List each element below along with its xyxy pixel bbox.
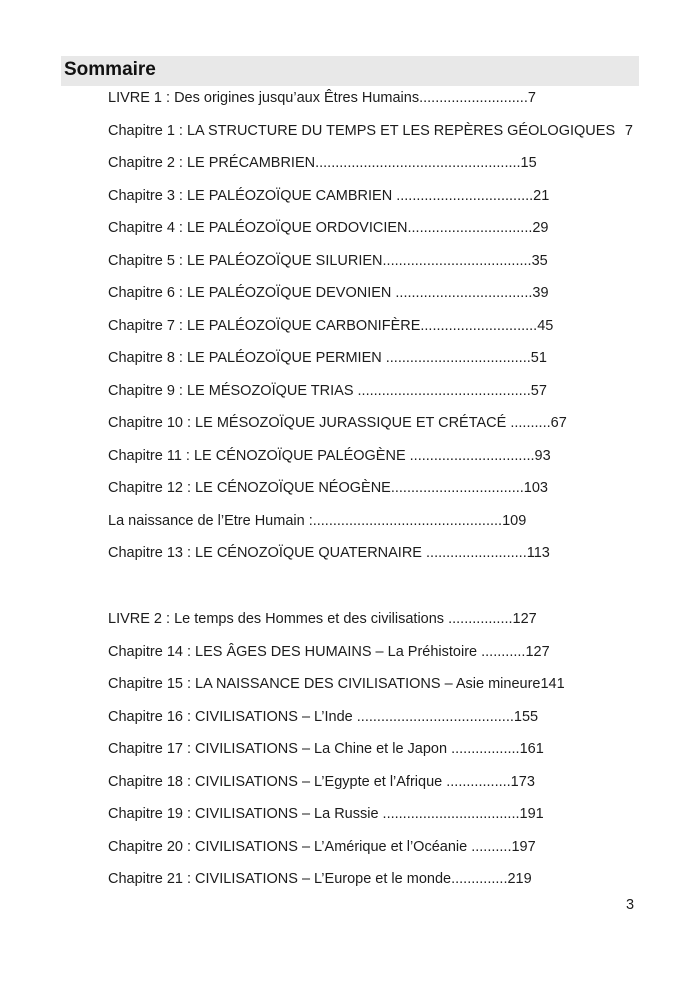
- toc-entry-chapitre-1-page: 7: [624, 123, 633, 139]
- toc-entry-chapitre-1: [108, 121, 638, 141]
- toc-entry-chapitre-15: Chapitre 15 : LA NAISSANCE DES CIVILISATIONS – Asie mineure141: [108, 676, 565, 692]
- toc-entry-chapitre-8: Chapitre 8 : LE PALÉOZOÏQUE PERMIEN ....................................51: [108, 350, 547, 366]
- toc-entry-chapitre-3: Chapitre 3 : LE PALÉOZOÏQUE CAMBRIEN ..................................21: [108, 188, 550, 204]
- page-number: 3: [626, 897, 635, 913]
- toc-entry-chapitre-20: Chapitre 20 : CIVILISATIONS – L’Amérique et l’Océanie ..........197: [108, 839, 536, 855]
- toc-entry-chapitre-1-title: Chapitre 1 : LA STRUCTURE DU TEMPS ET LES REPÈRES GÉOLOGIQUES: [108, 123, 616, 139]
- toc-entry-chapitre-14: Chapitre 14 : LES ÂGES DES HUMAINS – La Préhistoire ...........127: [108, 644, 550, 660]
- toc-entry-chapitre-12: Chapitre 12 : LE CÉNOZOÏQUE NÉOGÈNE.................................103: [108, 480, 548, 496]
- toc-entry-chapitre-2: Chapitre 2 : LE PRÉCAMBRIEN...................................................15: [108, 155, 537, 171]
- toc-entry-chapitre-5: Chapitre 5 : LE PALÉOZOÏQUE SILURIEN.....................................35: [108, 253, 548, 269]
- summary-heading: Sommaire: [64, 59, 156, 80]
- toc-entry-chapitre-10: Chapitre 10 : LE MÉSOZOÏQUE JURASSIQUE ET CRÉTACÉ ..........67: [108, 415, 567, 431]
- toc-entry-chapitre-19: Chapitre 19 : CIVILISATIONS – La Russie ..................................191: [108, 806, 544, 822]
- summary-heading-bar: [61, 56, 639, 86]
- toc-entry-naissance: La naissance de l’Etre Humain :...............................................109: [108, 513, 527, 529]
- toc-entry-chapitre-13: Chapitre 13 : LE CÉNOZOÏQUE QUATERNAIRE .........................113: [108, 545, 550, 561]
- toc-entry-chapitre-11: Chapitre 11 : LE CÉNOZOÏQUE PALÉOGÈNE ...............................93: [108, 448, 551, 464]
- toc-entry-chapitre-16: Chapitre 16 : CIVILISATIONS – L’Inde .......................................155: [108, 709, 539, 725]
- toc-entry-chapitre-6: Chapitre 6 : LE PALÉOZOÏQUE DEVONIEN ..................................39: [108, 285, 549, 301]
- toc-entry-chapitre-7: Chapitre 7 : LE PALÉOZOÏQUE CARBONIFÈRE.............................45: [108, 318, 554, 334]
- toc-entry-chapitre-18: Chapitre 18 : CIVILISATIONS – L’Egypte et l’Afrique ................173: [108, 774, 535, 790]
- toc-entry-chapitre-4: Chapitre 4 : LE PALÉOZOÏQUE ORDOVICIEN...............................29: [108, 220, 549, 236]
- toc-entry-livre-1: LIVRE 1 : Des origines jusqu’aux Êtres Humains...........................7: [108, 90, 536, 106]
- toc-entry-livre-2: LIVRE 2 : Le temps des Hommes et des civilisations ................127: [108, 611, 537, 627]
- toc-entry-chapitre-17: Chapitre 17 : CIVILISATIONS – La Chine et le Japon .................161: [108, 741, 544, 757]
- toc-entry-chapitre-21: Chapitre 21 : CIVILISATIONS – L’Europe et le monde..............219: [108, 871, 532, 887]
- toc-entry-chapitre-9: Chapitre 9 : LE MÉSOZOÏQUE TRIAS ...........................................57: [108, 383, 547, 399]
